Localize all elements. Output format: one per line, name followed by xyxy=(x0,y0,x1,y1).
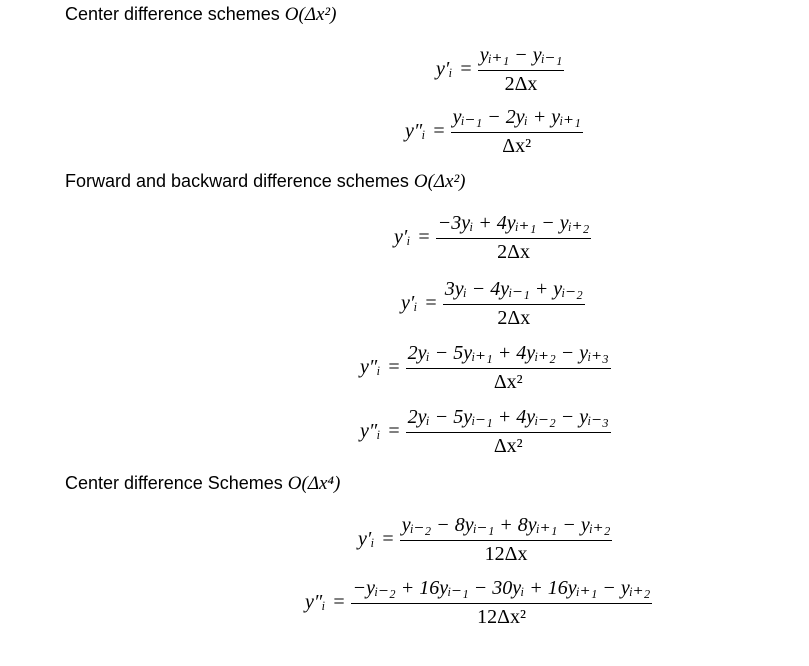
equation-lhs: y′ᵢ xyxy=(436,57,453,80)
fraction-denominator: 2Δx xyxy=(504,73,538,95)
section-heading-center-order-4 xyxy=(65,473,340,495)
equation-lhs: y″ᵢ xyxy=(405,119,426,142)
fraction-numerator: yᵢ₋₁ − 2yᵢ + yᵢ₊₁ xyxy=(451,104,583,133)
fraction-denominator: 12Δx² xyxy=(477,606,526,628)
equation-first-derivative-backward xyxy=(401,276,585,330)
equation-second-derivative-backward xyxy=(360,404,611,458)
equation-first-derivative-center-4 xyxy=(358,512,612,566)
fraction xyxy=(400,512,613,566)
fraction-denominator: 12Δx xyxy=(484,543,528,565)
fraction-denominator: 2Δx xyxy=(497,307,531,329)
fraction xyxy=(451,104,583,158)
section-heading-center-order-2 xyxy=(65,4,336,26)
equation-first-derivative-forward xyxy=(394,210,591,264)
section-heading-forward-backward-order-2 xyxy=(65,171,466,193)
equation-lhs: y″ᵢ xyxy=(360,419,381,442)
equation-second-derivative-center-4 xyxy=(305,575,652,629)
fraction-numerator: yᵢ₊₁ − yᵢ₋₁ xyxy=(478,42,565,71)
order-notation: O(Δx²) xyxy=(413,171,466,192)
equals-sign: = xyxy=(333,590,345,613)
fraction xyxy=(351,575,653,629)
equals-sign: = xyxy=(388,355,400,378)
fraction-denominator: Δx² xyxy=(493,435,523,457)
fraction xyxy=(478,42,565,96)
equation-second-derivative-center-2 xyxy=(405,104,583,158)
fraction-numerator: yᵢ₋₂ − 8yᵢ₋₁ + 8yᵢ₊₁ − yᵢ₊₂ xyxy=(400,512,613,541)
equation-first-derivative-center-2 xyxy=(436,42,564,96)
section-heading-text: Center difference Schemes xyxy=(65,473,288,493)
order-notation: O(Δx⁴) xyxy=(287,473,341,494)
fraction xyxy=(436,210,592,264)
equals-sign: = xyxy=(433,119,445,142)
equals-sign: = xyxy=(382,527,394,550)
fraction-numerator: −3yᵢ + 4yᵢ₊₁ − yᵢ₊₂ xyxy=(436,210,592,239)
fraction-numerator: 2yᵢ − 5yᵢ₋₁ + 4yᵢ₋₂ − yᵢ₋₃ xyxy=(406,404,611,433)
fraction-denominator: 2Δx xyxy=(497,241,530,263)
fraction-numerator: 2yᵢ − 5yᵢ₊₁ + 4yᵢ₊₂ − yᵢ₊₃ xyxy=(406,340,611,369)
equals-sign: = xyxy=(425,291,437,314)
equals-sign: = xyxy=(418,225,430,248)
equation-lhs: y′ᵢ xyxy=(394,225,411,248)
fraction-denominator: Δx² xyxy=(502,135,532,157)
fraction-denominator: Δx² xyxy=(493,371,523,393)
fraction-numerator: −yᵢ₋₂ + 16yᵢ₋₁ − 30yᵢ + 16yᵢ₊₁ − yᵢ₊₂ xyxy=(351,575,653,604)
equation-lhs: y″ᵢ xyxy=(360,355,381,378)
equation-lhs: y′ᵢ xyxy=(358,527,375,550)
equation-second-derivative-forward xyxy=(360,340,611,394)
equation-lhs: y′ᵢ xyxy=(401,291,418,314)
order-notation: O(Δx²) xyxy=(284,4,337,25)
fraction xyxy=(406,340,611,394)
equals-sign: = xyxy=(388,419,400,442)
fraction-numerator: 3yᵢ − 4yᵢ₋₁ + yᵢ₋₂ xyxy=(443,276,585,305)
equals-sign: = xyxy=(460,57,472,80)
section-heading-text: Forward and backward difference schemes xyxy=(65,171,414,191)
fraction xyxy=(443,276,585,330)
section-heading-text: Center difference schemes xyxy=(65,4,285,24)
fraction xyxy=(406,404,611,458)
equation-lhs: y″ᵢ xyxy=(305,590,326,613)
